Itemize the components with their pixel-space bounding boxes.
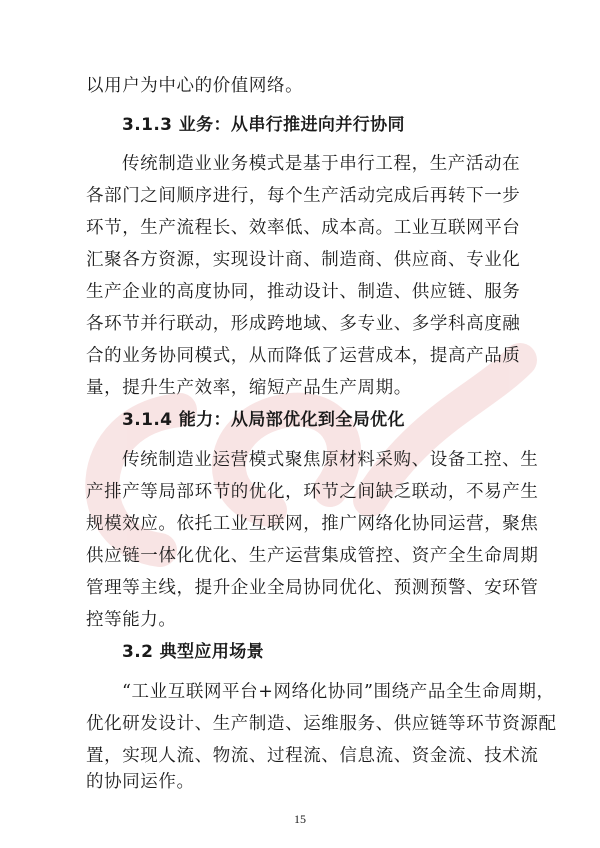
paragraph-line: 优化研发设计、生产制造、运维服务、供应链等环节资源配 [86,714,557,734]
paragraph-line: 环节，生产流程长、效率低、成本高。工业互联网平台 [86,218,521,238]
paragraph-line: 置，实现人流、物流、过程流、信息流、资金流、技术流 [86,746,539,766]
paragraph-line: 汇聚各方资源，实现设计商、制造商、供应商、专业化 [86,250,521,270]
paragraph-line: 产排产等局部环节的优化，环节之间缺乏联动，不易产生 [86,482,539,502]
paragraph-line: 以用户为中心的价值网络。 [86,76,304,96]
paragraph-line: 规模效应。依托工业互联网，推广网络化协同运营，聚焦 [86,514,539,534]
page-number: 15 [294,812,306,826]
paragraph-line: 各部门之间顺序进行，每个生产活动完成后再转下一步 [86,186,521,206]
paragraph-line: “工业互联网平台+网络化协同”围绕产品全生命周期， [122,682,555,702]
section-heading-3-1-3: 3.1.3 业务：从串行推进向并行协同 [122,115,405,135]
paragraph-line: 的协同运作。 [86,772,195,792]
section-heading-3-2: 3.2 典型应用场景 [122,642,265,662]
paragraph-line: 管理等主线，提升企业全局协同优化、预测预警、安环管 [86,578,539,598]
paragraph-line: 合的业务协同模式，从而降低了运营成本，提高产品质 [86,346,521,366]
paragraph-line: 控等能力。 [86,610,177,630]
paragraph-line: 供应链一体化优化、生产运营集成管控、资产全生命周期 [86,546,539,566]
paragraph-line: 生产企业的高度协同，推动设计、制造、供应链、服务 [86,282,521,302]
paragraph-line: 量，提升生产效率，缩短产品生产周期。 [86,378,412,398]
paragraph-line: 传统制造业运营模式聚焦原材料采购、设备工控、生 [122,450,539,470]
section-heading-3-1-4: 3.1.4 能力：从局部优化到全局优化 [122,410,405,430]
paragraph-line: 各环节并行联动，形成跨地域、多专业、多学科高度融 [86,314,521,334]
paragraph-line: 传统制造业业务模式是基于串行工程，生产活动在 [122,154,521,174]
